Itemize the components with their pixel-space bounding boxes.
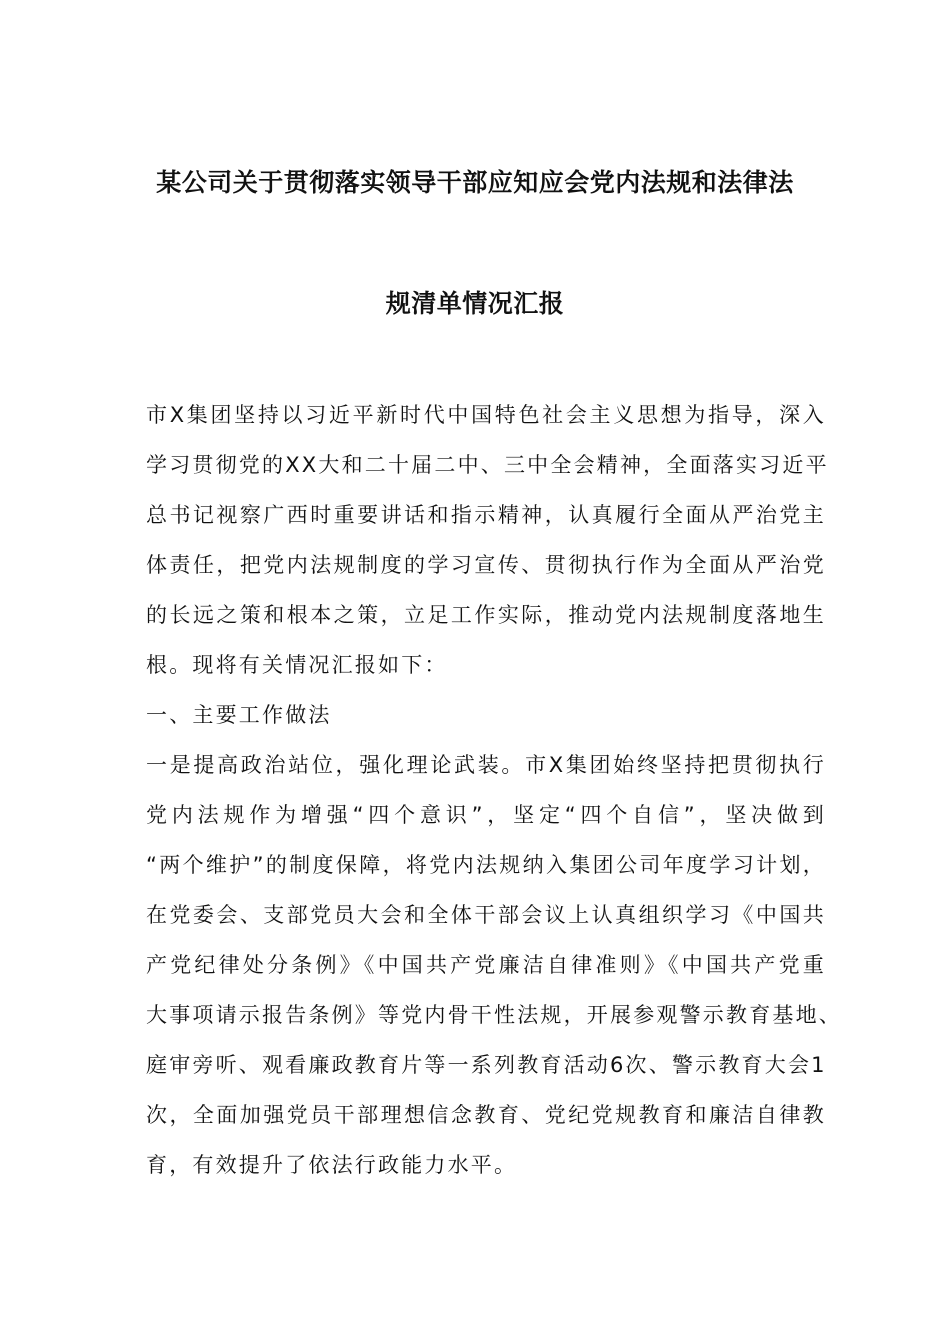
body-line: 根。现将有关情况汇报如下：: [146, 653, 448, 677]
document-title-line-2: 规清单情况汇报: [385, 289, 565, 318]
body-line: 庭审旁听、观看廉政教育片等一系列教育活动6次、警示教育大会1: [146, 1053, 827, 1077]
body-line: 体责任，把党内法规制度的学习宣传、贯彻执行作为全面从严治党: [146, 553, 826, 577]
body-line: 市X集团坚持以习近平新时代中国特色社会主义思想为指导，深入: [146, 403, 826, 427]
body-line: 次，全面加强党员干部理想信念教育、党纪党规教育和廉洁自律教: [146, 1103, 826, 1127]
body-line: 党内法规作为增强“四个意识”，坚定“四个自信”，坚决做到: [146, 803, 826, 827]
body-line: 育，有效提升了依法行政能力水平。: [146, 1153, 518, 1177]
body-line: 在党委会、支部党员大会和全体干部会议上认真组织学习《中国共: [146, 903, 826, 927]
body-line: 总书记视察广西时重要讲话和指示精神，认真履行全面从严治党主: [146, 503, 826, 527]
body-line: 一是提高政治站位，强化理论武装。市X集团始终坚持把贯彻执行: [146, 753, 826, 777]
document-body: [146, 400, 842, 1200]
body-line: “两个维护”的制度保障，将党内法规纳入集团公司年度学习计划，: [146, 853, 826, 877]
section-heading: 一、主要工作做法: [146, 703, 332, 727]
document-title-line-1: 某公司关于贯彻落实领导干部应知应会党内法规和法律法: [156, 168, 794, 197]
body-line: 产党纪律处分条例》《中国共产党廉洁自律准则》《中国共产党重: [146, 953, 826, 977]
body-line: 大事项请示报告条例》等党内骨干性法规，开展参观警示教育基地、: [146, 1003, 842, 1027]
body-line: 学习贯彻党的XX大和二十届二中、三中全会精神，全面落实习近平: [146, 453, 829, 477]
body-line: 的长远之策和根本之策，立足工作实际，推动党内法规制度落地生: [146, 603, 826, 627]
